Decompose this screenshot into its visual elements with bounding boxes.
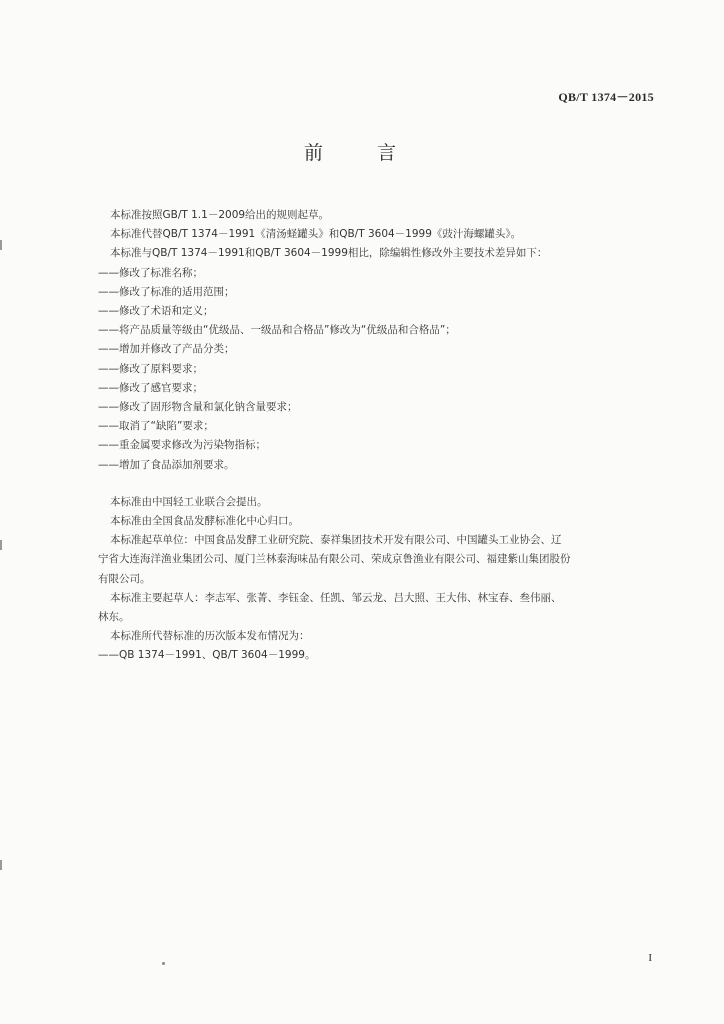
list-item: ——修改了感官要求； bbox=[98, 381, 203, 394]
page-number: I bbox=[648, 952, 652, 964]
paragraph-differences: 本标准与QB/T 1374－1991和QB/T 3604－1999相比，除编辑性修改外主要技术差异如下： bbox=[110, 247, 548, 260]
paragraph-drafters-cont: 林东。 bbox=[98, 611, 130, 624]
list-item: ——修改了固形物含量和氯化钠含量要求； bbox=[98, 401, 298, 414]
scan-edge-mark bbox=[0, 240, 2, 250]
paragraph-history: ——QB 1374－1991、QB/T 3604－1999。 bbox=[98, 649, 316, 662]
list-item: ——修改了标准的适用范围； bbox=[98, 285, 235, 298]
page-title: 前 言 bbox=[303, 142, 421, 164]
paragraph-history-intro: 本标准所代替标准的历次版本发布情况为： bbox=[110, 630, 310, 643]
paragraph-drafting-units: 本标准起草单位：中国食品发酵工业研究院、泰祥集团技术开发有限公司、中国罐头工业协会、辽 bbox=[110, 534, 562, 547]
paragraph-replaces: 本标准代替QB/T 1374－1991《清汤蛏罐头》和QB/T 3604－1999《豉汁海螺罐头》。 bbox=[110, 228, 522, 241]
list-item: ——增加了食品添加剂要求。 bbox=[98, 458, 235, 471]
paragraph-drafting-units-end: 有限公司。 bbox=[98, 572, 151, 585]
list-item: ——增加并修改了产品分类； bbox=[98, 343, 235, 356]
scan-edge-mark bbox=[0, 540, 2, 550]
list-item: ——将产品质量等级由“优级品、一级品和合格品”修改为“优级品和合格品”； bbox=[98, 324, 456, 337]
list-item: ——修改了原料要求； bbox=[98, 362, 203, 375]
scan-speck bbox=[162, 962, 165, 965]
list-item: ——取消了“缺陷”要求； bbox=[98, 420, 214, 433]
list-item: ——修改了标准名称； bbox=[98, 266, 203, 279]
paragraph-drafting-units-cont: 宁省大连海洋渔业集团公司、厦门兰林泰海味品有限公司、荣成京鲁渔业有限公司、福建紫山集团股份 bbox=[98, 553, 571, 566]
paragraph-centralized-by: 本标准由全国食品发酵标准化中心归口。 bbox=[110, 515, 299, 528]
paragraph-drafting-rule: 本标准按照GB/T 1.1－2009给出的规则起草。 bbox=[110, 209, 330, 221]
list-item: ——修改了术语和定义； bbox=[98, 305, 214, 318]
standard-code: QB/T 1374－2015 bbox=[558, 90, 654, 104]
paragraph-proposed-by: 本标准由中国轻工业联合会提出。 bbox=[110, 495, 268, 508]
foreword-body bbox=[98, 206, 650, 666]
paragraph-drafters: 本标准主要起草人：李志军、张菁、李钰金、任凯、邹云龙、吕大照、王大伟、林宝春、叁伟丽、 bbox=[110, 591, 562, 604]
list-item: ——重金属要求修改为污染物指标； bbox=[98, 439, 266, 452]
changes-list bbox=[98, 264, 650, 475]
scan-edge-mark bbox=[0, 860, 2, 870]
